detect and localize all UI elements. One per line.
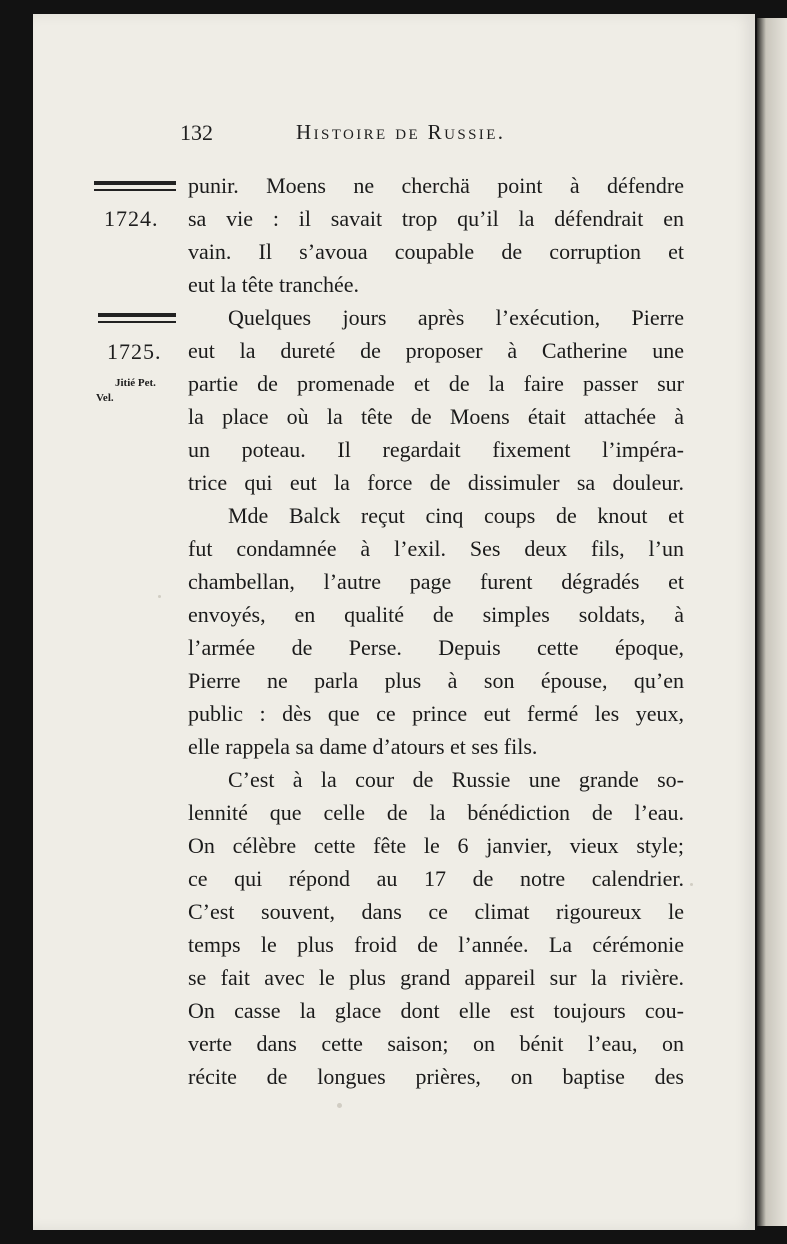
body-line-9: un poteau. Il regardait fixement l’impéra- [188,437,684,462]
paper-foxing-spot [337,1103,342,1108]
body-line-21: On célèbre cette fête le 6 janvier, vieux style; [188,833,684,858]
body-line-23: C’est souvent, dans ce climat rigoureux le [188,899,684,924]
body-line-5: Quelques jours après l’exécution, Pierre [228,305,684,330]
body-line-25: se fait avec le plus grand appareil sur la rivière. [188,965,684,990]
margin-year-1725: 1725. [107,339,162,364]
paper-foxing-spot [158,595,161,598]
body-line-7: partie de promenade et de la faire passer sur [188,371,684,396]
margin-year-1724: 1724. [104,206,159,231]
body-line-28: récite de longues prières, on baptise des [188,1064,684,1089]
body-line-3: vain. Il s’avoua coupable de corruption et [188,239,684,264]
page-number: 132 [180,120,213,145]
body-line-17: public : dès que ce prince eut fermé les yeux, [188,701,684,726]
margin-rule-1725-thin [98,321,176,323]
body-line-26: On casse la glace dont elle est toujours cou- [188,998,684,1023]
body-line-16: Pierre ne parla plus à son épouse, qu’en [188,668,684,693]
body-line-14: envoyés, en qualité de simples soldats, à [188,602,684,627]
adjacent-page-edge [757,18,787,1226]
body-line-27: verte dans cette saison; on bénit l’eau, on [188,1031,684,1056]
running-header [0,120,787,150]
body-line-1: punir. Moens ne cherchä point à défendre [188,173,684,198]
margin-rule-1724 [94,181,176,185]
body-line-11: Mde Balck reçut cinq coups de knout et [228,503,684,528]
body-line-20: lennité que celle de la bénédiction de l’eau. [188,800,684,825]
body-line-22: ce qui répond au 17 de notre calendrier. [188,866,684,891]
body-line-24: temps le plus froid de l’année. La cérémonie [188,932,684,957]
body-line-6: eut la dureté de proposer à Catherine une [188,338,684,363]
paper-foxing-spot [690,883,693,886]
body-line-18: elle rappela sa dame d’atours et ses fils. [188,734,538,759]
running-title: Histoire de Russie. [296,120,506,144]
margin-source-note-line-2: Vel. [96,392,114,404]
body-line-2: sa vie : il savait trop qu’il la défendrait en [188,206,684,231]
body-line-10: trice qui eut la force de dissimuler sa douleur. [188,470,684,495]
body-line-19: C’est à la cour de Russie une grande so- [228,767,684,792]
body-line-8: la place où la tête de Moens était attachée à [188,404,684,429]
margin-rule-1725 [98,313,176,317]
margin-rule-1724-thin [94,189,176,191]
body-line-4: eut la tête tranchée. [188,272,360,297]
body-line-15: l’armée de Perse. Depuis cette époque, [188,635,684,660]
margin-source-note-line-1: Jitié Pet. [115,377,156,389]
body-line-13: chambellan, l’autre page furent dégradés et [188,569,684,594]
body-line-12: fut condamnée à l’exil. Ses deux fils, l’un [188,536,684,561]
